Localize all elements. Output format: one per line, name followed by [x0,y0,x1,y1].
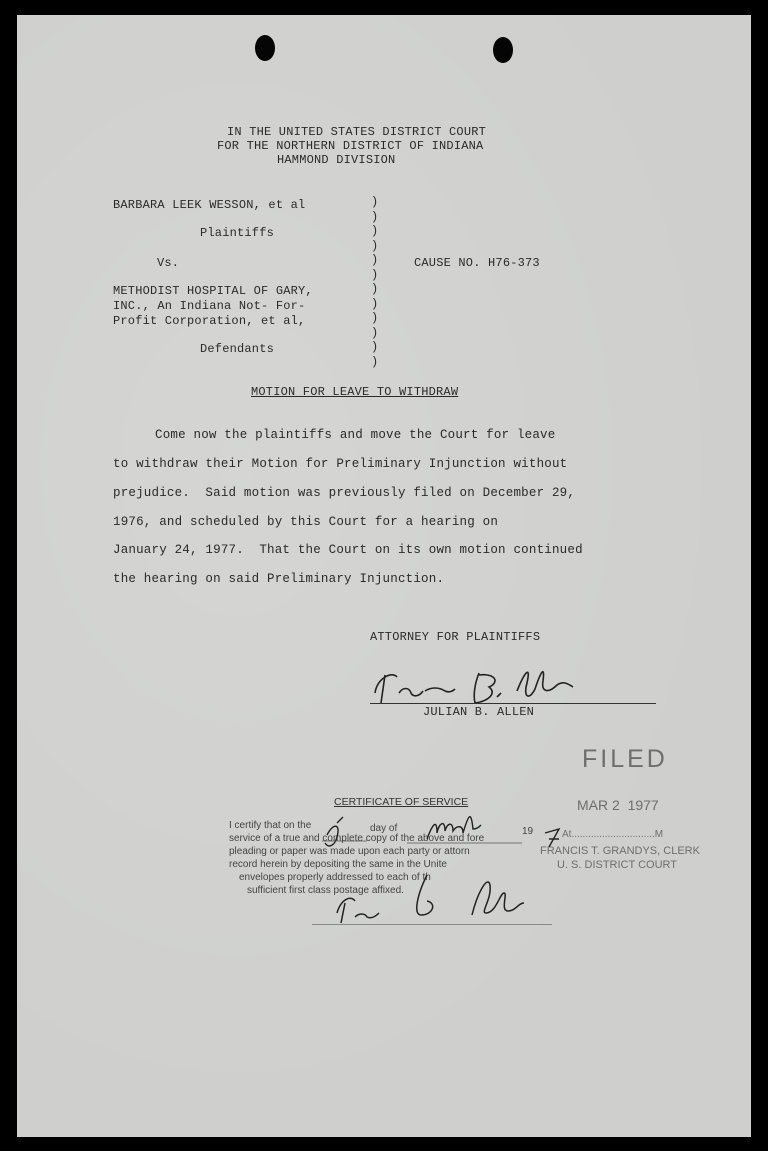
caption-parentheses: ) ) ) ) ) ) ) ) ) ) ) ) [371,195,379,369]
document-page [17,15,751,1137]
attorney-signature [367,663,607,708]
filed-stamp-at: At..............................M [562,829,664,840]
punch-hole-left [255,35,275,61]
body-line-5: January 24, 1977. That the Court on its own motion continued [113,543,583,557]
certificate-line-4: record herein by depositing the same in the Unite [229,859,447,870]
defendant-line-1: METHODIST HOSPITAL OF GARY, [113,284,313,298]
defendants-label: Defendants [200,342,275,356]
certificate-line-2: service of a true and complete copy of the above and fore [229,833,485,844]
attorney-signature-line [370,703,656,704]
certificate-line-1c: 19 [522,826,534,837]
attorney-name: JULIAN B. ALLEN [423,705,535,719]
defendant-line-3: Profit Corporation, et al, [113,314,306,328]
body-line-2: to withdraw their Motion for Preliminary Injunction without [113,457,568,471]
certificate-line-3: pleading or paper was made upon each party or attorn [229,846,470,857]
certificate-title: CERTIFICATE OF SERVICE [334,796,469,808]
body-line-6: the hearing on said Preliminary Injunction. [113,572,445,586]
versus-label: Vs. [157,256,180,270]
cause-number: CAUSE NO. H76-373 [414,256,540,270]
filed-stamp-court: U. S. DISTRICT COURT [557,859,677,871]
certificate-line-5: envelopes properly addressed to each of th [239,872,431,883]
attorney-label: ATTORNEY FOR PLAINTIFFS [370,630,541,644]
certificate-line-1b: day of [370,823,398,834]
plaintiff-name: BARBARA LEEK WESSON, et al [113,198,306,212]
defendant-line-2: INC., An Indiana Not- For- [113,299,306,313]
body-line-4: 1976, and scheduled by this Court for a hearing on [113,515,499,529]
body-line-3: prejudice. Said motion was previously filed on December 29, [113,486,576,500]
filed-stamp-title: FILED [582,745,668,773]
plaintiffs-label: Plaintiffs [200,226,275,240]
filed-stamp-clerk: FRANCIS T. GRANDYS, CLERK [540,845,700,857]
certificate-handwriting [297,805,577,925]
certificate-line-6: sufficient first class postage affixed. [247,885,404,896]
certificate-line-1a: I certify that on the [229,820,312,831]
court-header-line-1: IN THE UNITED STATES DISTRICT COURT [227,125,487,139]
court-header-line-2: FOR THE NORTHERN DISTRICT OF INDIANA [217,139,484,153]
motion-title: MOTION FOR LEAVE TO WITHDRAW [251,385,459,399]
body-line-1: Come now the plaintiffs and move the Court for leave [155,428,556,442]
punch-hole-right [493,37,513,63]
court-header-line-3: HAMMOND DIVISION [277,153,396,167]
filed-stamp-date: MAR 2 1977 [577,797,659,813]
